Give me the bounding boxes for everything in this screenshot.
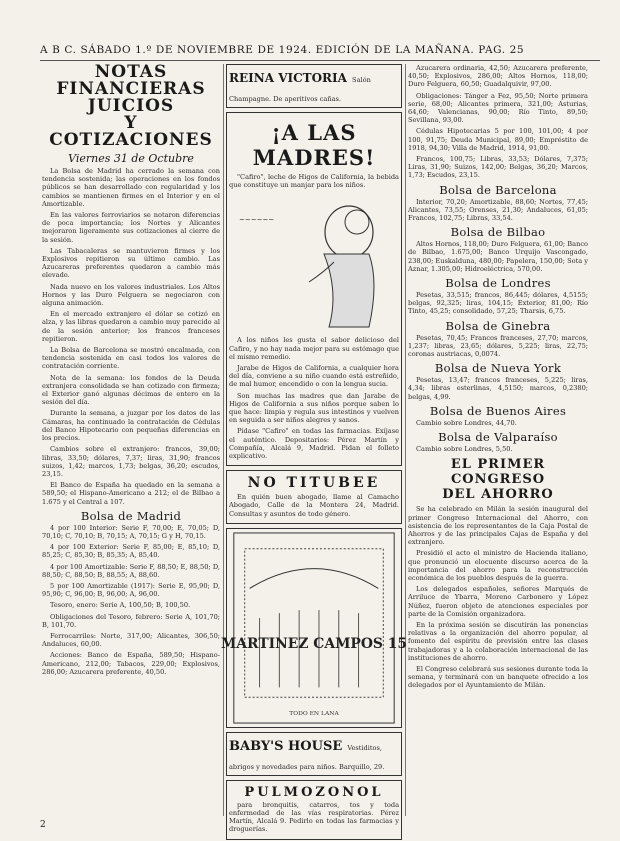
juicios-title: JUICIOS — [87, 96, 175, 116]
notas-paragraph: Cambios sobre el extranjero: francos, 39,00; libras, 33,50; dólares, 7,37; liras, 31,90; francos suizos, 1,42; marcos, 1,73; belgas, 36,20; escudos, 23,15. — [42, 445, 220, 478]
bolsa-madrid-line: Ferrocarriles: Norte, 317,00; Alicantes, 306,50; Andaluces, 60,00. — [42, 631, 220, 649]
pulmozonol-text: para bronquitis, catarros, tos y toda enfermedad de las vías respiratorias. Pérez Martín, Alcalá 9. Pedirlo en todas las farmacias y droguerías. — [229, 800, 399, 834]
bolsa-valparaiso-title: Bolsa de Valparaíso — [438, 430, 558, 445]
congreso-title-line2: DEL AHORRO — [442, 487, 554, 503]
column-financial-notes — [42, 64, 220, 821]
bolsa-nueva-york-text: Pesetas, 13,47; francos franceses, 5,225; liras, 4,34; libras esterlinas, 4,5150; marcos, 0,2380; belgas, 4,99. — [408, 376, 588, 401]
right-paragraph: Azucarera ordinaria, 42,50; Azucarera preferente, 40,50; Explosivos, 286,00; Altos Hornos, 118,00; Duro Felguera, 60,50; Guadalquivir, 97,00. — [408, 64, 588, 89]
reina-sub: Salón Champagne. De aperitivos cañas. — [229, 76, 371, 103]
madres-paragraph: Pídase "Cafiro" en todas las farmacias. Exíjase el auténtico. Depositarios: Pérez Martín y Compañía, Alcalá 9, Madrid. Pidan el folleto explicativo. — [229, 427, 399, 461]
notas-title: NOTAS FINANCIERAS — [56, 62, 206, 99]
bolsa-buenos-aires-title: Bolsa de Buenos Aires — [429, 403, 567, 418]
congreso-paragraph: Los delegados españoles, señores Marqués de Arriluce de Ybarra, Moreno Carbonero y López Núñez, fueron objeto de atenciones especiales por parte de la Comisión organizadora. — [408, 585, 588, 618]
madres-paragraph: Jarabe de Higos de California, a cualquier hora del día, conviene a su niño cuando está estreñido, de mal humor, encendido o con la lengua sucia. — [229, 364, 399, 389]
poster-caption: TODO EN LANA — [289, 709, 339, 717]
ad-pulmozonol — [226, 780, 402, 840]
madres-paragraph: Son muchas las madres que dan Jarabe de Higos de California a sus niños porque saben lo que hace: limpia y regula sus intestinos y vuelven en seguida a ser niños alegres y sanos. — [229, 391, 399, 425]
congreso-paragraph: Se ha celebrado en Milán la sesión inaugural del primer Congreso Internacional del Ahorro, con asistencia de los representantes de la Caja Postal de Ahorros y de las principales Cajas de España y del extranjero. — [408, 505, 588, 547]
notas-paragraph: El Banco de España ha quedado en la semana a 589,50; el Hispano-Americano a 212; el de Bilbao a 1.675 y el Central a 107. — [42, 481, 220, 506]
bolsa-buenos-aires-text: Cambio sobre Londres, 44,70. — [416, 418, 517, 427]
notas-paragraph: Durante la semana, a juzgar por los datos de las Cámaras, ha continuado la contratación de Cédulas del Banco Hipotecario con pequeñas diferencias en los precios. — [42, 409, 220, 443]
bolsa-barcelona-title: Bolsa de Barcelona — [439, 182, 557, 197]
pulmozonol-title: PULMOZONOL — [244, 784, 384, 800]
madres-paragraph: A los niños les gusta el sabor delicioso del Cafiro, y no hay nada mejor para su estómago que el mismo remedio. — [229, 336, 399, 361]
congreso-paragraph: Presidió el acto el ministro de Hacienda italiano, que pronunció un elocuente discurso acerca de la importancia del ahorro para la reconstrucción económica de los pueblos después de la guerra. — [408, 549, 588, 582]
bolsa-madrid-line: Tesoro, enero: Serie A, 100,50; B, 100,50. — [50, 601, 191, 610]
bolsa-valparaiso-text: Cambio sobre Londres, 5,50. — [416, 445, 513, 454]
congreso-paragraph: En la próxima sesión se discutirán las ponencias relativas a la organización del ahorro popular, al fomento del espíritu de previsión entre las clases trabajadoras y a la colaboración internacional de las instituciones de ahorro. — [408, 620, 588, 662]
bolsa-londres-title: Bolsa de Londres — [445, 276, 551, 291]
notas-paragraph: En las valores ferroviarios se notaron diferencias de poca importancia; los Nortes y Alicantes mejoraron ligeramente sus cotizaciones al cierre de la sesión. — [42, 211, 220, 244]
congreso-title: EL PRIMER CONGRESO — [450, 457, 546, 488]
baby-brand: BABY'S HOUSE — [229, 738, 343, 754]
ad-no-titubee — [226, 470, 402, 524]
ad-babys-house — [226, 732, 402, 776]
column-stock-exchanges — [408, 64, 588, 821]
notas-paragraph: Nota de la semana: los fondos de la Deuda extranjera consolidada se han cotizado con firmeza; el Exterior ganó algunas décimas de entero en la sesión del día. — [42, 373, 220, 407]
bolsa-madrid-line: Acciones: Banco de España, 589,50; Hispano-Americano, 212,00; Tabacos, 229,00; Explosivos, 286,00; Azucarera preferente, 40,50. — [42, 651, 220, 676]
cotizaciones-title: Y COTIZACIONES — [49, 113, 213, 150]
madres-title: ¡A LAS MADRES! — [252, 120, 376, 170]
notas-date: Viernes 31 de Octubre — [68, 152, 194, 165]
notas-paragraph: Nada nuevo en los valores industriales. Los Altos Hornos y las Duro Felguera se negociaron con alguna animación. — [42, 282, 220, 308]
poster-line: MARTINEZ CAMPOS 15 — [220, 635, 408, 652]
page-header: A B C. SÁBADO 1.º DE NOVIEMBRE DE 1924. EDICIÓN DE LA MAÑANA. PAG. 25 — [40, 44, 600, 61]
titubee-title: NO TITUBEE — [247, 475, 381, 492]
ad-a-las-madres — [226, 112, 402, 466]
bolsa-barcelona-text: Interior, 70,20; Amortizable, 88,60; Nortes, 77,45; Alicantes, 73,55; Orenses, 21,30; Andaluces, 61,05; Francos, 102,75; Libras, 33,54. — [408, 197, 588, 223]
bolsa-madrid-line: 4 por 100 Interior: Serie F, 70,00; E, 70,05; D, 70,10; C, 70,10; B, 70,15; A, 70,15; G y H, 70,15. — [42, 523, 220, 540]
ad-reina-victoria — [226, 64, 402, 108]
madres-paragraph: "Cafiro", leche de Higos de California, la bebida que constituye un manjar para los niños. — [229, 173, 399, 190]
notas-paragraph: La Bolsa de Barcelona se mostró encalmada, con tendencia sostenida en casi todos los valores de contratación corriente. — [42, 346, 220, 371]
bolsa-madrid-line: Obligaciones del Tesoro, febrero: Serie A, 101,70; B, 101,70. — [42, 612, 220, 629]
column-divider — [405, 64, 406, 816]
bolsa-madrid-line: 4 por 100 Amortizable: Serie F, 88,50; E, 88,50; D, 88,50; C, 88,50; B, 88,55; A, 88,60. — [42, 562, 220, 579]
bolsa-bilbao-text: Altos Hornos, 118,00; Duro Felguera, 61,00; Banco de Bilbao, 1.675,00; Banco Urquijo Vascongado, 238,00; Euskalduna, 480,00; Papelera, 150,00; Sota y Aznar, 1.305,00; Hidroeléctrica, 570,00. — [408, 240, 588, 273]
bolsa-madrid-title: Bolsa de Madrid — [80, 508, 182, 523]
page-number: 2 — [40, 820, 46, 830]
bolsa-ginebra-title: Bolsa de Ginebra — [445, 318, 551, 333]
bolsa-ginebra-text: Pesetas, 70,45; Francos franceses, 27,70; marcos, 1,237; libras, 23,65; dólares, 5,225; liras, 22,75; coronas austriacas, 0,0074. — [408, 333, 588, 359]
titubee-text: En quién buen abogado, llame al Camacho Abogado, Calle de la Montera 24, Madrid. Consultas y asuntos de todo género. — [229, 493, 399, 518]
mother-child-illustration — [229, 192, 399, 332]
notas-paragraph: Las Tabacaleras se mantuvieron firmes y los Explosivos repitieron su último cambio. Las Azucareras preferentes quedaron a cambio más elevado. — [42, 246, 220, 280]
column-advertisements — [220, 64, 408, 834]
right-paragraph: Francos, 100,75; Libras, 33,53; Dólares, 7,375; Liras, 31,90; Suizos, 142,00; Belgas, 36,20; Marcos, 1,73; Escudos, 23,15. — [408, 155, 588, 180]
bolsa-londres-text: Pesetas, 33,515; francos, 86,445; dólares, 4,5155; belgas, 92,325; liras, 104,15; Exterior, 81,00; Río Tinto, 45,25; consolidado, 57,25; Tharsis, 6,75. — [408, 291, 588, 316]
notas-paragraph: En el mercado extranjero el dólar se cotizó en alza, y las libras quedaron a cambio muy parecido al de la sesión anterior; los francos franceses repitieron. — [42, 310, 220, 343]
baby-text: Vestiditos, abrigos y novedades para niños. Barquillo, 29. — [229, 743, 385, 771]
svg-text:~~~~~~: ~~~~~~ — [239, 216, 275, 225]
right-paragraph: Obligaciones: Tánger a Fez, 95,50; Norte primera serie, 68,00; Alicantes primera, 321,00; Asturias, 64,60; Valencianas, 90,00; Río Tinto, 89,50; Sevillana, 93,00. — [408, 91, 588, 125]
right-paragraph: Cédulas Hipotecarias 5 por 100, 101,00; 4 por 100, 91,75; Deuda Municipal, 89,00; Empréstito de 1918, 94,30; Villa de Madrid, 1914, 91,00. — [408, 127, 588, 152]
reina-brand: REINA VICTORIA — [229, 71, 347, 85]
congreso-paragraph: El Congreso celebrará sus sesiones durante toda la semana, y terminará con un banquete ofrecido a los delegados por el Ayuntamiento de Milán. — [408, 664, 588, 690]
bolsa-madrid-line: 5 por 100 Amortizable (1917): Serie E, 95,90; D, 95,90; C, 96,00; B, 96,00; A, 96,00. — [42, 581, 220, 599]
column-divider — [223, 64, 224, 816]
notas-paragraph: La Bolsa de Madrid ha cerrado la semana con tendencia sostenida; las operaciones en los fondos públicos se han desarrollado con regularidad y los cambios se mantienen firmes en el Interior y en el Amortizable. — [42, 167, 220, 208]
clothing-store-poster — [220, 528, 408, 728]
bolsa-madrid-line: 4 por 100 Exterior: Serie F, 85,00; E, 85,10; D, 85,25; C, 85,30; B, 85,35; A, 85,40. — [42, 543, 220, 560]
bolsa-nueva-york-title: Bolsa de Nueva York — [434, 361, 562, 376]
bolsa-bilbao-title: Bolsa de Bilbao — [450, 225, 546, 240]
